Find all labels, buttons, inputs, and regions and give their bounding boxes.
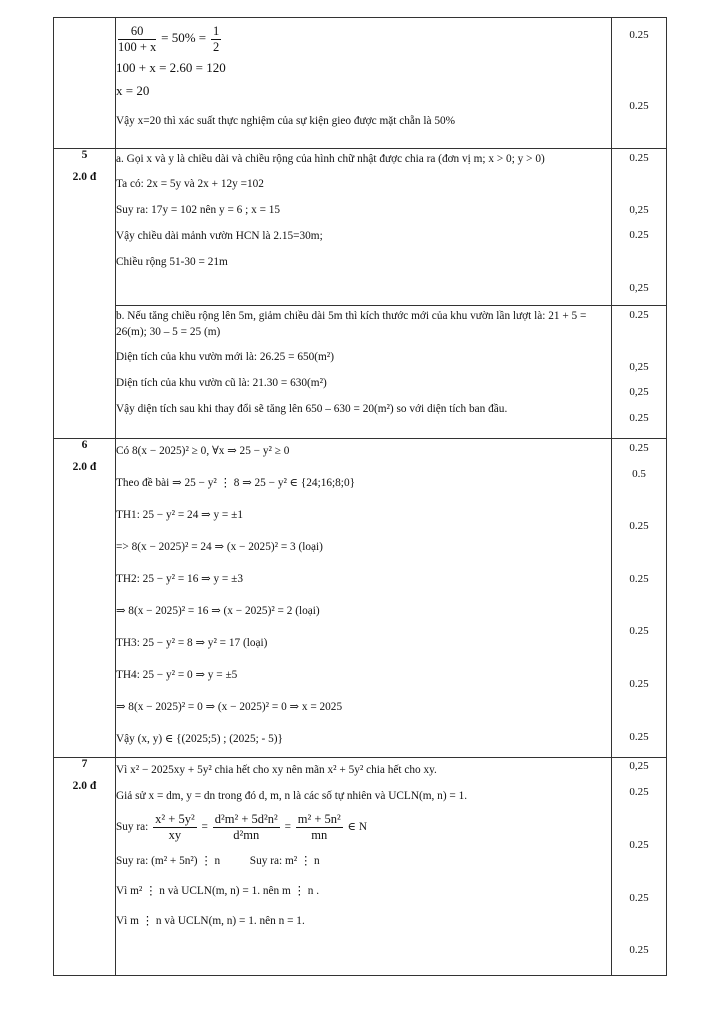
fraction: $\frac{1}{2}$ [212,24,220,54]
solution-cell [116,439,612,758]
score: 0.25 [629,892,649,904]
score-cell [612,149,667,306]
answer-table [53,17,667,976]
solution-cell [116,306,612,439]
equation-line: Suy ra: $\frac{\text{x² + 5y²}}{xy}$ = $\frac{\text{d²m² + 5d²n²}}{\text{d²mn}}$ = $\frac{\text{m² + 5n²}}{mn}$ ∈ N [116,812,367,842]
text-line: Chiều rộng 51-30 = 21m [116,256,228,268]
equation-line: TH3: 25 − y² = 8 ⇒ y² = 17 (loại) [116,637,268,649]
text-line: Diện tích của khu vườn cũ là: 21.30 = 630(m²) [116,377,327,389]
equation-line: Vì m² ⋮ n và UCLN(m, n) = 1. nên m ⋮ n . [116,885,320,897]
score: 0.25 [629,520,649,532]
equation-line: ⇒ 8(x − 2025)² = 0 ⇒ (x − 2025)² = 0 ⇒ x = 2025 [116,701,343,713]
text-line: Vì x² − 2025xy + 5y² chia hết cho xy nên mãn x² + 5y² chia hết cho xy. [116,764,437,776]
equation-line: TH1: 25 − y² = 24 ⇒ y = ±1 [116,509,243,521]
text-line: Vậy x=20 thì xác suất thực nghiệm của sự kiện gieo được mặt chẵn là 50% [116,115,456,127]
score: 0,25 [629,386,649,398]
equation-line: x = 20 [116,83,150,98]
score: 0,25 [629,204,649,216]
question-cell [54,18,116,149]
table-row [54,149,667,306]
score: 0.25 [629,625,649,637]
text-line: Suy ra: 17y = 102 nên y = 6 ; x = 15 [116,204,281,216]
score: 0.25 [629,152,649,164]
solution-cell [116,18,612,149]
score-cell [612,758,667,976]
table-row [54,758,667,976]
fraction: $\frac{\text{m² + 5n²}}{mn}$ [297,812,341,842]
score: 0.25 [629,944,649,956]
score: 0.25 [629,442,649,454]
solution-cell [116,758,612,976]
table-row [54,439,667,758]
equation-line: Suy ra: (m² + 5n²) ⋮ n Suy ra: m² ⋮ n [116,855,320,867]
score-cell [612,439,667,758]
question-points: 2.0 đ [72,780,97,792]
text-line: b. Nếu tăng chiều rộng lên 5m, giảm chiều dài 5m thì kích thước mới của khu vườn lần lượt là: 21 + 5 = 26(m); 30 – 5 = 25 (m) [116,310,587,338]
text-line: a. Gọi x và y là chiều dài và chiều rộng của hình chữ nhật được chia ra (đơn vị m; x > 0; y > 0) [116,153,545,165]
fraction: $\frac{60}{100 + x}$ [118,24,157,54]
text-line: Giả sử x = dm, y = dn trong đó d, m, n là các số tự nhiên và UCLN(m, n) = 1. [116,790,468,802]
question-cell [54,758,116,976]
score: 0.25 [629,678,649,690]
question-number: 7 [81,758,88,770]
equation-line: TH2: 25 − y² = 16 ⇒ y = ±3 [116,573,243,585]
score: 0.25 [629,229,649,241]
text-line: Diện tích của khu vườn mới là: 26.25 = 650(m²) [116,351,334,363]
question-points: 2.0 đ [72,461,97,473]
score: 0.25 [629,839,649,851]
equation-line: Theo đề bài ⇒ 25 − y² ⋮ 8 ⇒ 25 − y² ∈ {24;16;8;0} [116,477,356,489]
equation-line: Có 8(x − 2025)² ≥ 0, ∀x ⇒ 25 − y² ≥ 0 [116,445,290,457]
text-line: Vậy diện tích sau khi thay đổi sẽ tăng lên 650 – 630 = 20(m²) so với diện tích ban đầu. [116,403,508,415]
table-row [54,18,667,149]
equation-line: ⇒ 8(x − 2025)² = 16 ⇒ (x − 2025)² = 2 (loại) [116,605,320,617]
score: 0,25 [629,282,649,294]
question-points: 2.0 đ [72,171,97,183]
score: 0.25 [629,731,649,743]
score: 0,25 [629,361,649,373]
text-line: Vậy chiều dài mảnh vườn HCN là 2.15=30m; [116,230,323,242]
score: 0,25 [629,760,649,772]
equation-line: TH4: 25 − y² = 0 ⇒ y = ±5 [116,669,238,681]
solution-cell [116,149,612,306]
fraction: $\frac{\text{x² + 5y²}}{xy}$ [155,812,195,842]
question-cell [54,439,116,758]
score-cell [612,18,667,149]
score: 0.25 [629,573,649,585]
score: 0.25 [629,412,649,424]
text-line: Vậy (x, y) ∈ {(2025;5) ; (2025; - 5)} [116,733,283,745]
question-cell [54,149,116,439]
score-cell [612,306,667,439]
score: 0.25 [629,309,649,321]
question-number: 5 [81,149,88,161]
question-number: 6 [81,439,88,451]
equation-line: $\frac{60}{100 + x}$ = 50% = $\frac{1}{2}$ [118,24,220,54]
equation-line: 100 + x = 2.60 = 120 [116,60,226,75]
score: 0.25 [629,100,649,112]
equation-line: Vì m ⋮ n và UCLN(m, n) = 1. nên n = 1. [116,915,305,927]
score: 0.25 [629,29,649,41]
text-line: Ta có: 2x = 5y và 2x + 12y =102 [116,178,264,190]
score: 0.25 [629,786,649,798]
fraction: $\frac{\text{d²m² + 5d²n²}}{\text{d²mn}}$ [214,812,278,842]
table-row [54,306,667,439]
score: 0.5 [632,468,646,480]
equation-line: => 8(x − 2025)² = 24 ⇒ (x − 2025)² = 3 (loại) [116,541,323,553]
